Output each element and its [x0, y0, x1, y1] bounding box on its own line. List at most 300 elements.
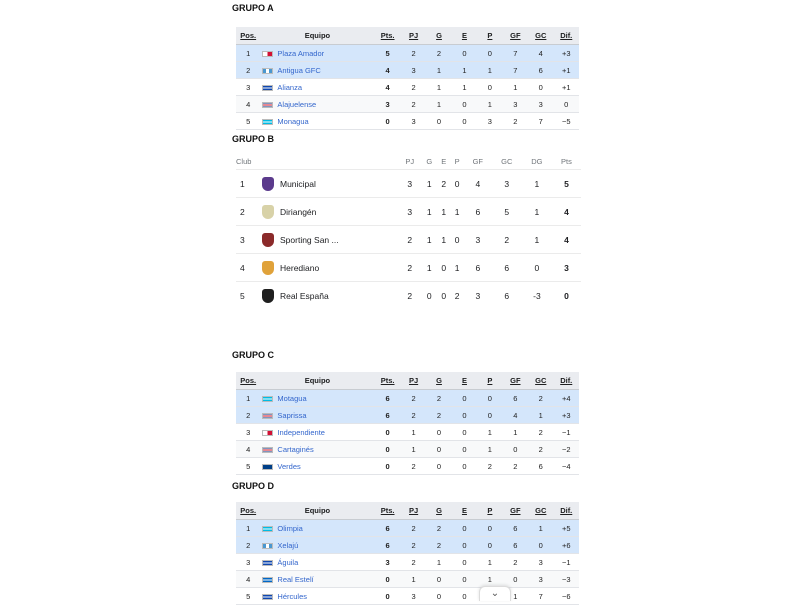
row-gc: 0: [528, 79, 553, 96]
team-link[interactable]: Cartaginés: [277, 444, 314, 454]
row-g: 0: [426, 424, 451, 441]
row-g: 1: [421, 254, 437, 282]
group-d-header-row: [236, 502, 579, 520]
col-pts[interactable]: Pts.: [374, 502, 400, 520]
col-pos[interactable]: Pos.: [236, 502, 260, 520]
team-cell: [260, 554, 374, 571]
row-dif: +5: [553, 520, 579, 537]
row-gc: 3: [528, 554, 553, 571]
team-link[interactable]: Xelajú: [277, 540, 299, 550]
row-pos: 5: [236, 458, 260, 475]
flag-icon: [262, 577, 273, 583]
col-pj[interactable]: PJ: [401, 27, 426, 45]
team-link[interactable]: Alianza: [277, 82, 303, 92]
team-link[interactable]: Real Estelí: [277, 574, 314, 584]
logo-cell: [256, 198, 280, 226]
row-p: 1: [477, 62, 502, 79]
row-pj: 1: [401, 441, 426, 458]
row-p: 0: [477, 407, 502, 424]
col-g[interactable]: G: [426, 502, 451, 520]
row-gc: 2: [492, 226, 522, 254]
col-dg: DG: [531, 156, 543, 166]
row-gc: 2: [528, 424, 553, 441]
row-e: 0: [452, 96, 477, 113]
team-link[interactable]: Antigua GFC: [277, 65, 321, 75]
col-p: P: [454, 156, 460, 166]
row-e: 0: [452, 588, 477, 605]
row-gc: 5: [492, 198, 522, 226]
row-pos: 4: [236, 96, 260, 113]
group-a-body: [236, 45, 579, 130]
row-pts: 6: [374, 407, 400, 424]
row-p: 0: [477, 520, 502, 537]
team-link[interactable]: Alajuelense: [277, 99, 317, 109]
row-gc: 6: [528, 62, 553, 79]
team-link[interactable]: Verdes: [277, 461, 301, 471]
row-p: 2: [477, 458, 502, 475]
row-gf: 1: [503, 79, 528, 96]
team-cell: [260, 537, 374, 554]
club-name[interactable]: Sporting San ...: [280, 226, 398, 254]
table-row[interactable]: [236, 198, 581, 226]
row-p: 0: [477, 537, 502, 554]
row-pts: 4: [552, 198, 581, 226]
club-name[interactable]: Herediano: [280, 254, 398, 282]
row-pj: 2: [398, 226, 421, 254]
row-g: 2: [426, 45, 451, 62]
row-pts: 5: [552, 170, 581, 198]
flag-icon: [262, 413, 273, 419]
flag-icon: [262, 396, 273, 402]
row-gc: 4: [528, 45, 553, 62]
row-pts: 0: [374, 113, 400, 130]
row-pj: 2: [401, 96, 426, 113]
col-pts: Pts: [561, 156, 572, 166]
flag-icon: [262, 68, 273, 74]
row-p: 1: [450, 198, 463, 226]
row-pos: 3: [236, 424, 260, 441]
row-gf: 0: [503, 571, 528, 588]
row-e: 0: [452, 424, 477, 441]
row-gc: 7: [528, 588, 553, 605]
col-pj[interactable]: PJ: [401, 502, 426, 520]
group-a-table: [236, 27, 579, 130]
row-pj: 3: [401, 113, 426, 130]
row-pos: 4: [236, 441, 260, 458]
row-pos: 1: [236, 45, 260, 62]
team-cell: [260, 407, 374, 424]
flag-icon: [262, 85, 273, 91]
table-row: [236, 407, 579, 424]
row-pos: 5: [236, 113, 260, 130]
team-cell: [260, 441, 374, 458]
col-g[interactable]: G: [426, 372, 451, 390]
table-row: [236, 554, 579, 571]
row-e: 0: [452, 45, 477, 62]
team-cell: [260, 588, 374, 605]
team-link[interactable]: Independiente: [277, 427, 325, 437]
group-a-header-row: [236, 27, 579, 45]
chevron-down-icon: ⌄: [490, 588, 500, 599]
row-dg: -3: [522, 282, 552, 310]
row-pj: 2: [401, 407, 426, 424]
row-p: 0: [450, 170, 463, 198]
club-name[interactable]: Real España: [280, 282, 398, 310]
group-b-table: [236, 153, 581, 309]
row-dg: 1: [522, 226, 552, 254]
row-pj: 2: [398, 282, 421, 310]
table-row[interactable]: [236, 282, 581, 310]
col-gc[interactable]: GC: [528, 372, 553, 390]
team-cell: [260, 424, 374, 441]
row-p: 0: [477, 45, 502, 62]
group-a-title: GRUPO A: [232, 3, 274, 13]
row-g: 0: [426, 113, 451, 130]
table-row: [236, 96, 579, 113]
table-row: [236, 588, 579, 605]
row-g: 2: [426, 390, 451, 407]
logo-cell: [256, 170, 280, 198]
club-crest-icon: [262, 177, 274, 191]
group-c-title: GRUPO C: [232, 350, 275, 360]
row-pj: 2: [401, 390, 426, 407]
row-pj: 3: [398, 170, 421, 198]
table-row[interactable]: [236, 254, 581, 282]
team-cell: [260, 96, 374, 113]
row-p: 2: [450, 282, 463, 310]
row-e: 0: [452, 113, 477, 130]
row-pts: 0: [374, 441, 400, 458]
table-row[interactable]: [236, 226, 581, 254]
row-gf: 2: [503, 113, 528, 130]
row-pj: 2: [401, 45, 426, 62]
row-gf: 4: [464, 170, 492, 198]
group-b-header-row: [236, 153, 581, 170]
flag-icon: [262, 560, 273, 566]
row-gf: 6: [464, 198, 492, 226]
row-p: 1: [477, 96, 502, 113]
table-row: [236, 424, 579, 441]
row-gc: 2: [528, 390, 553, 407]
col-gc[interactable]: GC: [528, 502, 553, 520]
row-rank: 5: [236, 282, 256, 310]
row-pts: 0: [374, 588, 400, 605]
col-team: Equipo: [260, 372, 374, 390]
row-e: 2: [437, 170, 450, 198]
col-dif[interactable]: Dif.: [553, 502, 579, 520]
group-d-body: [236, 520, 579, 605]
row-gc: 6: [492, 254, 522, 282]
col-gf: GF: [472, 156, 484, 166]
team-cell: [260, 113, 374, 130]
row-p: 1: [477, 571, 502, 588]
row-gf: 2: [503, 554, 528, 571]
flag-icon: [262, 430, 273, 436]
row-gc: 6: [528, 458, 553, 475]
row-gc: 1: [528, 520, 553, 537]
col-e[interactable]: E: [452, 372, 477, 390]
row-gc: 3: [528, 96, 553, 113]
col-gc[interactable]: GC: [528, 27, 553, 45]
col-p[interactable]: P: [477, 502, 502, 520]
team-link[interactable]: Hércules: [277, 591, 308, 601]
row-pts: 4: [374, 79, 400, 96]
col-gc: GC: [501, 156, 513, 166]
row-g: 2: [426, 537, 451, 554]
row-e: 1: [437, 226, 450, 254]
row-pos: 2: [236, 537, 260, 554]
team-cell: [260, 62, 374, 79]
table-row: [236, 520, 579, 537]
row-gf: 3: [464, 282, 492, 310]
row-pos: 3: [236, 554, 260, 571]
club-crest-icon: [262, 233, 274, 247]
col-p[interactable]: P: [477, 372, 502, 390]
row-pj: 3: [401, 588, 426, 605]
flag-icon: [262, 102, 273, 108]
row-g: 1: [426, 554, 451, 571]
table-row[interactable]: [236, 170, 581, 198]
row-pts: 0: [374, 571, 400, 588]
col-gf[interactable]: GF: [503, 502, 528, 520]
group-c-header-row: [236, 372, 579, 390]
col-pj: PJ: [405, 156, 415, 166]
row-dif: +3: [553, 407, 579, 424]
row-dif: +4: [553, 390, 579, 407]
row-dif: +1: [553, 79, 579, 96]
col-g[interactable]: G: [426, 27, 451, 45]
row-gf: 4: [503, 407, 528, 424]
row-pos: 1: [236, 390, 260, 407]
row-g: 1: [421, 226, 437, 254]
row-dg: 0: [522, 254, 552, 282]
row-dif: −4: [553, 458, 579, 475]
row-pos: 2: [236, 407, 260, 424]
row-gf: 7: [503, 45, 528, 62]
team-link[interactable]: Plaza Amador: [277, 48, 325, 58]
col-team: Equipo: [260, 27, 374, 45]
row-pj: 2: [401, 520, 426, 537]
flag-icon: [262, 119, 273, 125]
row-pts: 4: [374, 62, 400, 79]
row-pos: 5: [236, 588, 260, 605]
row-gc: 3: [528, 571, 553, 588]
row-g: 1: [421, 170, 437, 198]
flag-icon: [262, 51, 273, 57]
team-link[interactable]: Monagua: [277, 116, 309, 126]
row-gf: 0: [503, 441, 528, 458]
col-e[interactable]: E: [452, 27, 477, 45]
row-dg: 1: [522, 170, 552, 198]
col-pos[interactable]: Pos.: [236, 372, 260, 390]
team-link[interactable]: Saprissa: [277, 410, 307, 420]
row-pts: 6: [374, 520, 400, 537]
row-g: 1: [426, 62, 451, 79]
col-e: E: [441, 156, 447, 166]
col-pj[interactable]: PJ: [401, 372, 426, 390]
row-pts: 6: [374, 537, 400, 554]
flag-icon: [262, 543, 273, 549]
row-e: 0: [452, 407, 477, 424]
col-pts[interactable]: Pts.: [374, 372, 400, 390]
row-gf: 6: [503, 390, 528, 407]
team-link[interactable]: Olimpia: [277, 523, 303, 533]
row-g: 2: [426, 407, 451, 424]
row-p: 1: [477, 441, 502, 458]
table-row: [236, 79, 579, 96]
row-p: 1: [477, 554, 502, 571]
row-e: 0: [452, 441, 477, 458]
row-e: 0: [437, 254, 450, 282]
row-pts: 4: [552, 226, 581, 254]
row-p: 0: [477, 390, 502, 407]
team-cell: [260, 45, 374, 62]
club-name[interactable]: Municipal: [280, 170, 398, 198]
group-c-table: [236, 372, 579, 475]
row-pj: 2: [401, 554, 426, 571]
row-gc: 7: [528, 113, 553, 130]
row-rank: 2: [236, 198, 256, 226]
row-gc: 0: [528, 537, 553, 554]
flag-icon: [262, 594, 273, 600]
team-cell: [260, 571, 374, 588]
row-dg: 1: [522, 198, 552, 226]
row-e: 0: [452, 458, 477, 475]
group-c-body: [236, 390, 579, 475]
row-pos: 2: [236, 62, 260, 79]
team-cell: [260, 79, 374, 96]
row-pts: 0: [374, 458, 400, 475]
row-g: 1: [421, 198, 437, 226]
row-gf: 6: [503, 520, 528, 537]
group-d-title: GRUPO D: [232, 481, 275, 491]
row-pts: 3: [552, 254, 581, 282]
scroll-down-button[interactable]: [479, 586, 511, 601]
col-pts[interactable]: Pts.: [374, 27, 400, 45]
flag-icon: [262, 526, 273, 532]
team-link[interactable]: Motagua: [277, 393, 307, 403]
row-pts: 3: [374, 554, 400, 571]
row-gf: 7: [503, 62, 528, 79]
row-dif: 0: [553, 96, 579, 113]
row-e: 0: [437, 282, 450, 310]
col-team: Equipo: [260, 502, 374, 520]
row-dif: −5: [553, 113, 579, 130]
row-gf: 3: [464, 226, 492, 254]
row-p: 0: [450, 226, 463, 254]
club-name[interactable]: Diriangén: [280, 198, 398, 226]
col-club: Club: [236, 156, 252, 166]
row-pj: 2: [401, 458, 426, 475]
row-pj: 3: [401, 62, 426, 79]
row-pts: 0: [552, 282, 581, 310]
table-row: [236, 45, 579, 62]
row-e: 1: [452, 62, 477, 79]
club-crest-icon: [262, 205, 274, 219]
team-cell: [260, 458, 374, 475]
row-pts: 0: [374, 424, 400, 441]
table-row: [236, 390, 579, 407]
row-rank: 1: [236, 170, 256, 198]
club-crest-icon: [262, 289, 274, 303]
flag-icon: [262, 447, 273, 453]
row-gf: 1: [503, 588, 528, 605]
row-pj: 1: [401, 571, 426, 588]
row-gf: 2: [503, 458, 528, 475]
row-g: 0: [426, 588, 451, 605]
group-d-table: [236, 502, 579, 605]
team-link[interactable]: Águila: [277, 557, 299, 567]
col-gf[interactable]: GF: [503, 372, 528, 390]
row-pj: 2: [401, 537, 426, 554]
row-p: 0: [477, 79, 502, 96]
row-p: 3: [477, 113, 502, 130]
row-g: 1: [426, 96, 451, 113]
club-crest-icon: [262, 261, 274, 275]
row-e: 0: [452, 520, 477, 537]
logo-cell: [256, 282, 280, 310]
row-g: 0: [426, 458, 451, 475]
row-e: 1: [437, 198, 450, 226]
col-dif[interactable]: Dif.: [553, 372, 579, 390]
row-dif: +6: [553, 537, 579, 554]
table-row: [236, 537, 579, 554]
row-gf: 1: [503, 424, 528, 441]
row-pj: 2: [398, 254, 421, 282]
row-g: 2: [426, 520, 451, 537]
row-pj: 3: [398, 198, 421, 226]
team-cell: [260, 390, 374, 407]
row-pos: 4: [236, 571, 260, 588]
row-rank: 4: [236, 254, 256, 282]
row-e: 0: [452, 571, 477, 588]
row-g: 1: [426, 79, 451, 96]
table-row: [236, 458, 579, 475]
row-gc: 6: [492, 282, 522, 310]
row-e: 0: [452, 537, 477, 554]
table-row: [236, 62, 579, 79]
row-gf: 3: [503, 96, 528, 113]
row-dif: +1: [553, 62, 579, 79]
row-dif: −3: [553, 571, 579, 588]
row-gf: 6: [503, 537, 528, 554]
row-e: 0: [452, 390, 477, 407]
row-e: 0: [452, 554, 477, 571]
row-p: 1: [477, 424, 502, 441]
col-e[interactable]: E: [452, 502, 477, 520]
row-pos: 3: [236, 79, 260, 96]
logo-cell: [256, 254, 280, 282]
row-gc: 3: [492, 170, 522, 198]
col-pos[interactable]: Pos.: [236, 27, 260, 45]
col-dif[interactable]: Dif.: [553, 27, 579, 45]
row-dif: −1: [553, 554, 579, 571]
table-row: [236, 113, 579, 130]
row-g: 0: [426, 441, 451, 458]
row-g: 0: [421, 282, 437, 310]
row-dif: −1: [553, 424, 579, 441]
row-gc: 1: [528, 407, 553, 424]
row-pj: 2: [401, 79, 426, 96]
row-gc: 2: [528, 441, 553, 458]
table-row: [236, 571, 579, 588]
col-p[interactable]: P: [477, 27, 502, 45]
row-dif: +3: [553, 45, 579, 62]
table-row: [236, 441, 579, 458]
col-gf[interactable]: GF: [503, 27, 528, 45]
group-b-title: GRUPO B: [232, 134, 275, 144]
row-e: 1: [452, 79, 477, 96]
